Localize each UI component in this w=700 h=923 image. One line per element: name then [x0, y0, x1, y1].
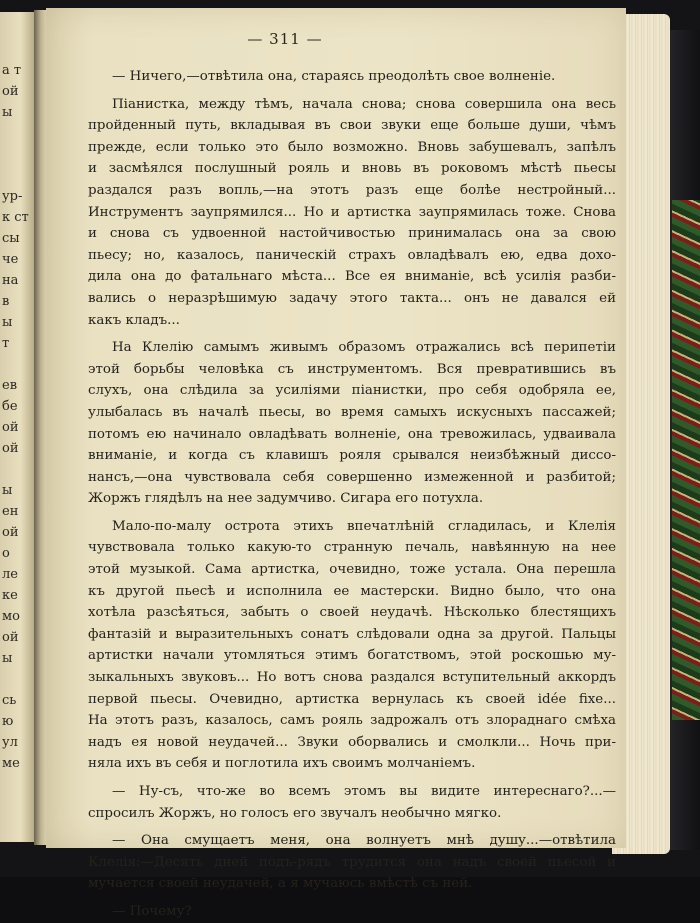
text-line: вались о неразрѣшимую задачу этого такта... онъ не давался ей — [88, 290, 616, 306]
left-page-fragment: т — [2, 336, 10, 351]
paragraph — [88, 901, 616, 923]
text-line: спросилъ Жоржъ, но голосъ его звучалъ необычно мягко. — [88, 805, 502, 821]
left-page-fragment: а т — [2, 63, 22, 78]
text-line: На этотъ разъ, казалось, самъ рояль задрожалъ отъ злораднаго смѣха — [88, 713, 616, 729]
text-line: и снова съ удвоенной настойчивостью принималась она за свою — [88, 226, 616, 242]
left-page-fragment: ой — [2, 525, 19, 540]
text-line: вниманіе, и когда съ клавишъ рояля срывался неизбѣжный диссо- — [88, 448, 616, 464]
paragraph — [88, 66, 616, 88]
text-line: Піанистка, между тѣмъ, начала снова; снова совершила она весь — [112, 96, 616, 112]
left-page-fragment: ы — [2, 105, 13, 120]
marbled-endpaper — [672, 200, 700, 720]
left-page-fragment: ур- — [2, 189, 23, 204]
left-page-fragment: ы — [2, 651, 13, 666]
text-line: раздался разъ вопль,—на этотъ разъ еще болѣе нестройный... — [88, 182, 616, 198]
paragraph — [88, 781, 616, 824]
text-line: этой борьбы человѣка съ инструментомъ. Вся превратившись въ — [88, 361, 616, 377]
paragraph — [88, 516, 616, 775]
text-line: дила она до фатальнаго мѣста... Все ея вниманіе, всѣ усилія разби- — [88, 269, 616, 285]
left-page-fragment: ы — [2, 483, 13, 498]
text-line: — Ничего,—отвѣтила она, стараясь преодолѣть свое волненіе. — [112, 69, 556, 84]
left-page-fragment: ле — [2, 567, 18, 582]
page-text — [88, 66, 616, 923]
text-line: На Клелію самымъ живымъ образомъ отражались всѣ перипетіи — [112, 340, 616, 356]
text-line: фантазій и выразительныхъ сонатъ слѣдовали одна за другой. Пальцы — [88, 626, 616, 642]
paragraph — [88, 337, 616, 510]
left-page-fragment: ке — [2, 588, 18, 603]
left-page-fragment: ы — [2, 315, 13, 330]
text-line: — Она смущаетъ меня, она волнуетъ мнѣ душу...—отвѣтила — [112, 833, 616, 849]
text-line: артистки начали утомляться этимъ богатствомъ, этой роскошью му- — [88, 648, 616, 664]
text-line: хотѣла разсѣяться, забыть о своей неудачѣ. Нѣсколько блестящихъ — [88, 605, 616, 621]
text-line: пьесу; но, казалось, паническій страхъ овладѣвалъ ею, едва дохо- — [88, 247, 616, 263]
paragraph — [88, 830, 616, 895]
left-page-fragment: ой — [2, 441, 19, 456]
text-line: чувствовала только какую-то странную печаль, навѣянную на нее — [88, 540, 616, 556]
left-page-fragment: мо — [2, 609, 20, 624]
text-line: зыкальныхъ звуковъ... Но вотъ снова раздался вступительный аккордъ — [88, 670, 616, 686]
text-line: Жоржъ глядѣлъ на нее задумчиво. Сигара его потухла. — [88, 491, 484, 507]
page-number: — 311 — — [247, 30, 323, 48]
text-line: этой музыкой. Сама артистка, очевидно, тоже устала. Она перешла — [88, 562, 616, 578]
text-line: къ другой пьесѣ и исполнила ее мастерски. Видно было, что она — [88, 583, 616, 599]
text-line: и засмѣялся послушный рояль и вновь въ роковомъ мѣстѣ пьесы — [88, 161, 616, 177]
left-page-fragment: сь — [2, 693, 17, 708]
text-line: потомъ ею начинало овладѣвать волненіе, она тревожилась, удваивала — [88, 426, 616, 442]
text-line: пройденный путь, вкладывая въ свои звуки еще больше души, чѣмъ — [88, 118, 616, 134]
paragraph — [88, 94, 616, 332]
left-page-fragment: ул — [2, 735, 18, 750]
left-page-fragment: че — [2, 252, 19, 267]
left-page-fragment: ме — [2, 756, 20, 771]
text-line: какъ кладъ... — [88, 312, 180, 328]
text-line: Клелія:—Десять дней подъ-рядъ трудится она надъ своей пьесой и — [88, 854, 616, 870]
left-page-fragment: в — [2, 294, 10, 309]
left-page — [0, 12, 34, 842]
text-line: Мало-по-малу острота этихъ впечатлѣній сгладилась, и Клелія — [112, 518, 616, 534]
left-page-fragment: о — [2, 546, 10, 561]
text-line: нансъ,—она чувствовала себя совершенно измеженной и разбитой; — [88, 469, 616, 485]
text-line: улыбалась въ началѣ пьесы, во время самыхъ искусныхъ пассажей; — [88, 404, 616, 420]
left-page-fragment: ю — [2, 714, 14, 729]
left-page-fragment: бе — [2, 399, 18, 414]
left-page-fragment: ой — [2, 420, 19, 435]
left-page-fragment: ой — [2, 84, 19, 99]
text-line: Инструментъ заупрямился... Но и артистка заупрямилась тоже. Снова — [88, 204, 616, 220]
text-line: прежде, если только это было возможно. Вновь забушевалъ, запѣлъ — [88, 139, 616, 155]
left-page-fragment: ой — [2, 630, 19, 645]
text-line: первой пьесы. Очевидно, артистка вернулась къ своей idée fixe... — [88, 691, 616, 707]
text-line: няла ихъ въ себя и поглотила ихъ своимъ молчаніемъ. — [88, 756, 476, 772]
left-page-fragment: ен — [2, 504, 19, 519]
text-line: надъ ея новой неудачей... Звуки оборвались и смолкли... Ночь при- — [88, 734, 616, 750]
left-page-fragment: к ст — [2, 210, 29, 225]
text-line: — Ну-съ, что-же во всемъ этомъ вы видите интереснаго?...— — [112, 784, 616, 799]
left-page-fragment: ев — [2, 378, 18, 393]
left-page-fragment: сы — [2, 231, 20, 246]
left-page-fragment: на — [2, 273, 19, 288]
text-line: слухъ, она слѣдила за усиліями піанистки, про себя одобряла ее, — [88, 383, 616, 399]
text-line: мучается своей неудачей, а я мучаюсь вмѣстѣ съ ней. — [88, 876, 473, 892]
text-line: — Почему? — [112, 903, 192, 919]
